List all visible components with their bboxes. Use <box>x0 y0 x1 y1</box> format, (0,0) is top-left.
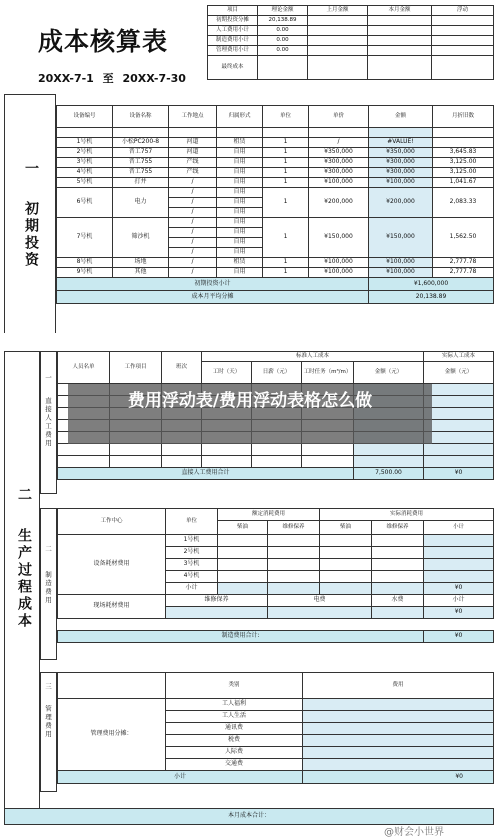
mgmt-label: 管理费用分摊： <box>58 699 166 771</box>
col-header: 工时（天） <box>202 362 252 384</box>
period-start: 20XX-7-1 <box>38 72 94 85</box>
watermark-text: @财会小世界 <box>384 827 444 838</box>
summary-label: 制造费用小计 <box>208 36 258 46</box>
summary-cell[interactable] <box>368 16 432 26</box>
mgmt-table: 类别 费用 管理费用分摊： 工人福利 工人生活 通讯费 税费 人际费 交通费 小计 ¥0 <box>57 672 494 784</box>
col-header: 类别 <box>166 673 303 699</box>
mfg-side <box>40 508 57 660</box>
page-title: 成本核算表 <box>38 27 169 56</box>
mgmt-subtotal-label: 小计 <box>58 771 303 784</box>
mfg-total-label: 制造费用合计: <box>58 631 424 643</box>
col-header: 小计 <box>424 521 494 535</box>
col-header: 月折旧数 <box>433 106 494 128</box>
summary-cell[interactable] <box>368 46 432 56</box>
col-header: 设备编号 <box>57 106 113 128</box>
summary-value: 0.00 <box>258 36 308 46</box>
table-row: 3号机 晋工755 产线 自用 1 ¥300,000 ¥300,000 3,125.00 <box>57 158 494 168</box>
table-row: 4号机 晋工755 产线 自用 1 ¥300,000 ¥300,000 3,125.00 <box>57 168 494 178</box>
summary-col: 本月金额 <box>368 6 432 16</box>
summary-cell[interactable] <box>368 36 432 46</box>
summary-col: 理论金额 <box>258 6 308 16</box>
section1-label: 初期投资 <box>23 201 39 269</box>
col-header: 单价 <box>309 106 369 128</box>
mgmt-subtotal-value: ¥0 <box>303 771 494 784</box>
labor-total-act: ¥0 <box>424 468 494 480</box>
monthly-value: 20,138.89 <box>369 291 494 304</box>
col-header: 设备名称 <box>113 106 169 128</box>
col-header: 实际消耗费用 <box>320 509 494 521</box>
period-to: 至 <box>102 72 114 85</box>
col-header: 单位 <box>166 509 218 535</box>
summary-label: 人工费用小计 <box>208 26 258 36</box>
summary-col: 上月金额 <box>308 6 368 16</box>
summary-cell[interactable] <box>432 16 494 26</box>
mgmt-side-label: 管理费用 <box>44 705 52 739</box>
labor-side <box>40 351 57 494</box>
summary-label: 管理费用小计 <box>208 46 258 56</box>
col-header: 归属形式 <box>217 106 263 128</box>
labor-total-label: 直接人工费用合计 <box>58 468 354 480</box>
mgmt-sub-num: 三 <box>44 683 52 692</box>
col-header: 实际人工成本 <box>424 352 494 362</box>
col-header: 单位 <box>263 106 309 128</box>
col-header: 柴油 <box>320 521 372 535</box>
summary-cell[interactable] <box>308 46 368 56</box>
equip-label: 设备耗材费用 <box>58 535 166 595</box>
col-header: 班次 <box>162 352 202 384</box>
site-label: 现场耗材费用 <box>58 595 166 619</box>
table-row: 6号机 电力 / 自用 1 ¥200,000 ¥200,000 2,083.33 <box>57 188 494 198</box>
summary-cell[interactable] <box>432 26 494 36</box>
section2-number: 二 <box>16 487 32 504</box>
col-header: 金额 <box>369 106 433 128</box>
summary-cell[interactable] <box>368 26 432 36</box>
investment-table: 设备编号 设备名称 工作地点 归属形式 单位 单价 金额 月折旧数 1号机 小松PC200-8 河道 租赁 1 / #VALUE! 2号机 晋工757 河道 自用 1 ¥350,000 ¥350,000 3,645.83 3号机 晋工755 产线 自用 1 ¥300,000 ¥300,000 3,125.00 4号机 晋工755 产线 自用 1 ¥300,000 ¥300,000 3,125.00 5号机 打井 / 自用 1 ¥100,000 ¥100,000 1,041.67 6号机 电力 / 自用 1 ¥200,000 ¥200,000 2,083.33 / 自用 / 自用 7号机 筛沙机 / 自用 1 ¥150,000 ¥150,000 1,562.50 / 自用 / 自用 / 自用 8号机 场地 / 租赁 1 ¥100,000 ¥100,000 2,777.78 9号机 其他 / 自用 1 ¥100,000 ¥100,000 2,777.78 初期投资小计 ¥1,600,000 成本月平均分摊 20,138.89 <box>56 105 494 304</box>
mgmt-side <box>40 672 57 792</box>
summary-col: 浮动 <box>432 6 494 16</box>
section2-side <box>4 351 40 825</box>
summary-col: 项目 <box>208 6 258 16</box>
col-header: 工作地点 <box>169 106 217 128</box>
table-row: 8号机 场地 / 租赁 1 ¥100,000 ¥100,000 2,777.78 <box>57 258 494 268</box>
table-row: 9号机 其他 / 自用 1 ¥100,000 ¥100,000 2,777.78 <box>57 268 494 278</box>
section2-label: 生产过程成本 <box>16 528 32 630</box>
col-header: 金额（元） <box>424 362 494 384</box>
final-cost-cell[interactable] <box>308 56 368 80</box>
mfg-table: 工作中心 单位 额定消耗费用 实际消耗费用 柴油 维修保养 柴油 维修保养 小计 设备耗材费用 1号机 2号机 3号机 4号机 小计 ¥0 现场耗材费用 维修保养 电费 水费 小计 ¥0 制造费用合计: ¥0 <box>57 508 494 643</box>
col-header: 人员名单 <box>58 352 110 384</box>
table-row: 1号机 小松PC200-8 河道 租赁 1 / #VALUE! <box>57 138 494 148</box>
mfg-total-value: ¥0 <box>424 631 494 643</box>
summary-value: 0.00 <box>258 26 308 36</box>
section1-side <box>4 94 56 333</box>
summary-cell[interactable] <box>432 46 494 56</box>
col-header: 维修保养 <box>372 521 424 535</box>
summary-cell[interactable] <box>308 26 368 36</box>
summary-cell[interactable] <box>432 36 494 46</box>
monthly-label: 成本月平均分摊 <box>57 291 369 304</box>
subtotal-label: 初期投资小计 <box>57 278 369 291</box>
summary-table <box>207 5 494 80</box>
col-header: 标准人工成本 <box>202 352 424 362</box>
col-header: 工作中心 <box>58 509 166 535</box>
labor-side-label: 直接人工费用 <box>44 397 52 448</box>
col-header: 工作项目 <box>110 352 162 384</box>
summary-cell[interactable] <box>308 36 368 46</box>
subtotal-value: ¥1,600,000 <box>369 278 494 291</box>
table-row: 2号机 晋工757 河道 自用 1 ¥350,000 ¥350,000 3,645.83 <box>57 148 494 158</box>
summary-value: 0.00 <box>258 46 308 56</box>
col-header: 柴油 <box>218 521 268 535</box>
final-cost-cell[interactable] <box>368 56 432 80</box>
final-cost-cell[interactable] <box>432 56 494 80</box>
col-header: 费用 <box>303 673 494 699</box>
table-row: 5号机 打井 / 自用 1 ¥100,000 ¥100,000 1,041.67 <box>57 178 494 188</box>
col-header: 维修保养 <box>268 521 320 535</box>
col-header: 日薪（元） <box>252 362 302 384</box>
summary-value: 20,138.89 <box>258 16 308 26</box>
col-header: 额定消耗费用 <box>218 509 320 521</box>
col-header: 工时任务（m³/m） <box>302 362 354 384</box>
section1-number: 一 <box>23 161 39 178</box>
col-header: 金额（元） <box>354 362 424 384</box>
mfg-sub-num: 二 <box>44 545 52 554</box>
period-range <box>38 70 186 86</box>
mfg-side-label: 制造费用 <box>44 571 52 605</box>
period-end: 20XX-7-30 <box>122 72 186 85</box>
summary-label: 初期投资分摊 <box>208 16 258 26</box>
labor-total-std: 7,500.00 <box>354 468 424 480</box>
final-cost-cell[interactable] <box>258 56 308 80</box>
final-cost-label: 最终成本 <box>208 56 258 80</box>
table-row: 7号机 筛沙机 / 自用 1 ¥150,000 ¥150,000 1,562.50 <box>57 218 494 228</box>
monthly-total-label: 本月成本合计： <box>5 809 494 825</box>
overlay-text: 费用浮动表/费用浮动表格怎么做 <box>127 391 373 411</box>
summary-cell[interactable] <box>308 16 368 26</box>
overlay-banner <box>68 384 432 444</box>
labor-sub-num: 一 <box>44 374 52 383</box>
